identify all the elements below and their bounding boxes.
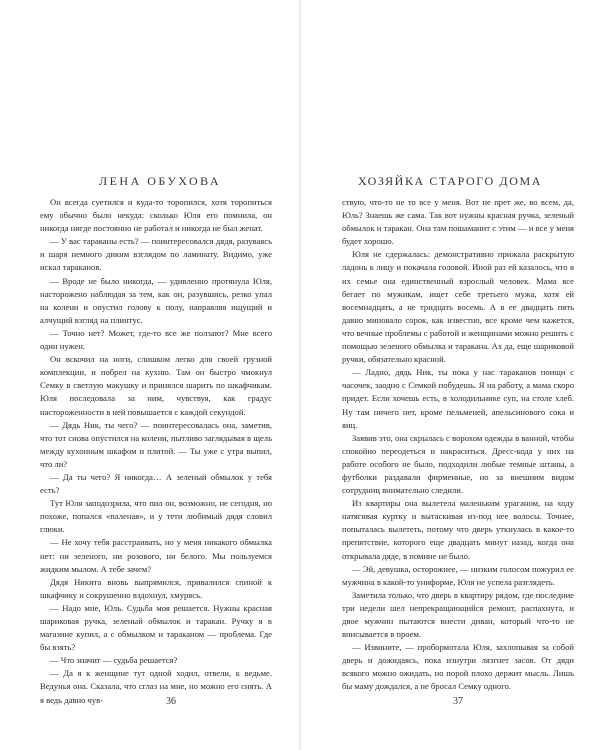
running-header-author: ЛЕНА ОБУХОВА [98, 174, 222, 188]
paragraph: Юля не сдержалась: демонстративно прижала раскрытую ладонь к лицу и покачала головой. Иной раз ей казалось, что в их семье она единственный взрослый человек. Мама все бегает по мужикам, ищет себе третьего мужа, хотя ей восемнадцать, а не тридцать восемь. А в ее двадцать пять давно миновало сорок, как известно, все кроме чем кажется, что вечные проблемы с работой и женщинами можно решить с помощью зеленого обмылка и таракана. Ах да, еще шариковой ручки, обязательно красной. [342, 249, 574, 365]
paragraph: — Извините, — пробормотала Юля, захлопывая за собой дверь и дожидаясь, пока изнутри лязгнет засов. От дяди всякого можно ожидать, но порой плохо держит мысль. Лишь бы маму дождался, а не бросал Семку одного. [342, 642, 574, 692]
page-number: 36 [166, 696, 176, 707]
paragraph: — Да ты чего? Я никогда… А зеленый обмылок у тебя есть? [40, 471, 272, 496]
paragraph: — Ладно, дядь Ник, ты пока у нас тараканов поищи с часочек, заодно с Семкой побудешь. Я на работу, а мама скоро придет. Если хочешь есть, в холодильнике суп, на столе хлеб. Ну там ничего нет, кроме пельменей, апельсинового сока и яиц. [342, 367, 574, 430]
paragraph: — Что значит — судьба решается? [50, 655, 178, 666]
paragraph: — Не хочу тебя расстраивать, но у меня никакого обмылка нет: ни зеленого, ни розового, ни белого. Мы пользуемся жидким мылом. А тебе зачем? [40, 537, 272, 574]
page-number: 37 [453, 696, 463, 707]
paragraph: Заявив это, она скрылась с ворохом одежды в ванной, чтобы спокойно переодеться и накраситься. Дресс-кода у них на работе особого не было, подходили любые темные штаны, а футболки раздавали фирменные, но за внешним видом сотрудниц внимательно следили. [342, 432, 574, 496]
paragraph: Заметила только, что дверь в квартиру рядом, где последние три недели шел непрекращающийся ремонт, распахнута, и двое мужчин пытаются внести диван, который что-то не вписывается в проем. [342, 589, 574, 640]
running-header-title: ХОЗЯЙКА СТАРОГО ДОМА [358, 174, 542, 188]
paragraph: — Вроде не было никогда, — удивленно протянула Юля, насторожено наблюдая за тем, как он, разувшись, резко упал на колени и опустил голову к полу, направляя ищущий и алчущий взгляд на плинтус. [40, 275, 272, 325]
paragraph: — Надо мне, Юль. Судьба моя решается. Нужны красная шариковая ручка, зеленый обмылок и таракан. Ручку я в магазине купил, а с обмылком и тараканом — проблема. Где бы взять? [40, 602, 272, 653]
paragraph: — Да я к женщине тут одной ходил, отвели, к ведьме. Ведунья она. Сказала, что сглаз на мне, но можно его снять. А я ведь давно чув- [40, 668, 272, 705]
paragraph: — Эй, девушка, осторожнее, — низким голосом пожурил ее мужчина в какой-то униформе, Юля не успела разглядеть. [342, 563, 574, 587]
paragraph: — Дядь Ник, ты чего? — поинтересовалась она, заметив, что тот снова опустился на колени, пытливо заглядывая в щель между кухонным шкафом и плитой. — Ты уже с утра выпил, что ли? [40, 419, 272, 469]
right-page-body [342, 196, 574, 694]
left-page-body [40, 196, 272, 707]
right-page [300, 0, 600, 750]
paragraph: Из квартиры она вылетела маленьким ураганом, на ходу натягивая куртку и вытаскивая из-под нее волосы. Точнее, попыталась вылететь, потому что дверь уткнулась в какое-то препятствие, которого еще двадцать минут назад, когда она открывала дяде, в помине не было. [342, 498, 574, 561]
paragraph: ствую, что-то не то все у меня. Вот не прет же, во всем, да, Юль? Знаешь же сама. Так вот нужны красная ручка, зеленый обмылок и таракан. Она там пошаманит с этим — и все у меня будет хорошо. [342, 197, 574, 247]
paragraph: — Точно нет? Может, где-то все же ползают? Мне всего один нужен. [40, 327, 272, 352]
paragraph: Тут Юля заподозрила, что пил он, возможно, не сегодня, но похоже, попался «паленая», и у тети любимый дядя словил глюки. [40, 498, 272, 535]
paragraph: Он вскочил на ноги, слишком легко для своей грузной комплекции, и побрел на кухню. Там он быстро чмокнул Семку в светлую макушку и принялся шарить по шкафчикам. Юля последовала за ним, чувствуя, как градус настороженности в ней повышается с каждой секундой. [40, 354, 272, 417]
paragraph: Он всегда суетился и куда-то торопился, хотя торопиться ему обычно было некуда: сколько Юля его помнила, он никогда нигде постоянно не работал и никогда не был женат. [40, 197, 272, 234]
paragraph: — У вас тараканы есть? — поинтересовался дядя, разуваясь и шаря немного диким взглядом по ламинату. Видимо, уже искал тараканов. [40, 236, 272, 273]
paragraph: Дядя Никита вновь выпрямился, привалился спиной к шкафчику и сокрушенно вздохнул, хмурясь. [40, 576, 272, 600]
